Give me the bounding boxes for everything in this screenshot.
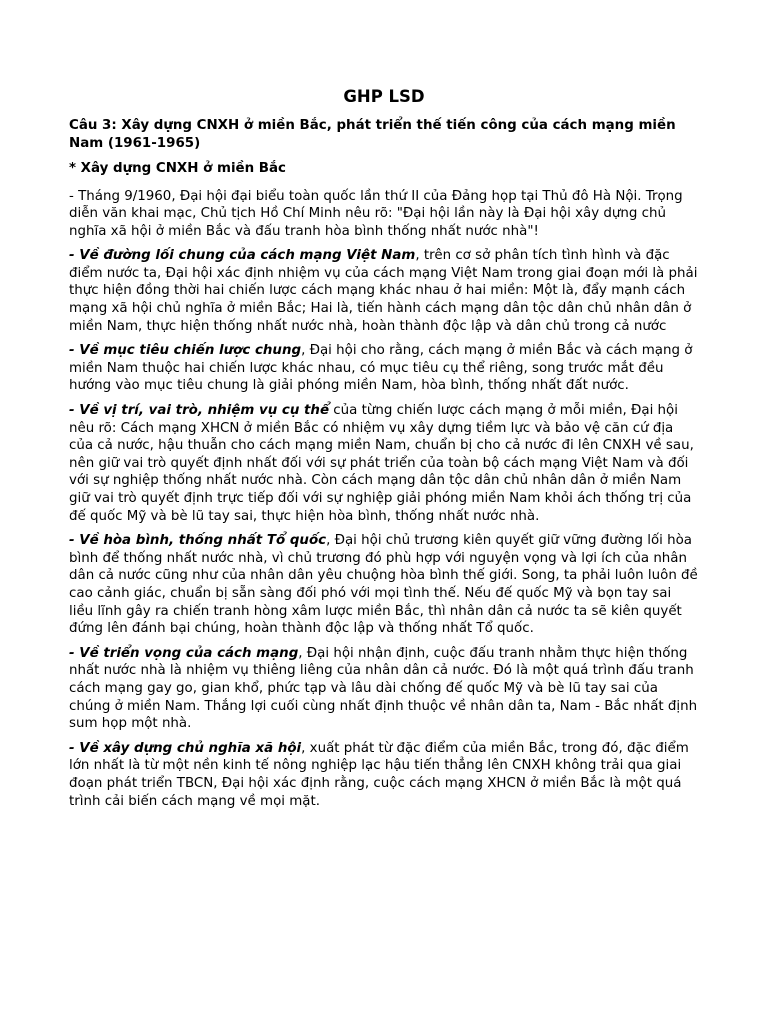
paragraph-text: , Đại hội cho rằng, cách mạng ở miền Bắc và cách mạng ở miền Nam thuộc hai chiến lược khác nhau, có mục tiêu cụ thể riêng, song trước mắt đều hướng vào mục tiêu chung là giải phóng miền Nam, hòa bình, thống nhất đất nước. [69,343,693,394]
paragraph-trien-vong [69,645,699,733]
paragraph-hoa-binh [69,532,699,638]
paragraph-lead: - Về xây dựng chủ nghĩa xã hội [69,740,302,756]
section-subheading: * Xây dựng CNXH ở miền Bắc [69,161,286,176]
paragraph-text: , Đại hội chủ trương kiên quyết giữ vững đường lối hòa bình để thống nhất nước nhà, vì chủ trương đó phù hợp với nguyện vọng và lợi ích của nhân dân cả nước cũng như của nhân dân yêu chuộng hòa bình thế giới. Song, ta phải luôn luôn đề cao cảnh giác, chuẩn bị sẵn sàng đối phó với mọi tình thế. Nếu đế quốc Mỹ và bọn tay sai liều lĩnh gây ra chiến tranh hòng xâm lược miền Bắc, thì nhân dân cả nước ta sẽ kiên quyết đứng lên đánh bại chúng, hoàn thành độc lập và thống nhất Tổ quốc. [69,533,698,637]
paragraph-text: , xuất phát từ đặc điểm của miền Bắc, trong đó, đặc điểm lớn nhất là từ một nền kinh tế nông nghiệp lạc hậu tiến thẳng lên CNXH không trải qua giai đoạn phát triển TBCN, Đại hội xác định rằng, cuộc cách mạng XHCN ở miền Bắc là một quá trình cải biến cách mạng về mọi mặt. [69,740,689,809]
question-heading: Câu 3: Xây dựng CNXH ở miền Bắc, phát triển thế tiến công của cách mạng miền Nam (1961-1965) [69,118,676,151]
paragraph-muc-tieu [69,342,699,395]
document-page [69,86,699,817]
paragraph-lead: - Về triển vọng của cách mạng [69,645,299,661]
paragraph-text: , trên cơ sở phân tích tình hình và đặc điểm nước ta, Đại hội xác định nhiệm vụ của cách mạng Việt Nam trong giai đoạn mới là phải thực hiện đồng thời hai chiến lược cách mạng khác nhau ở hai miền: Một là, đẩy mạnh cách mạng xã hội chủ nghĩa ở miền Bắc; Hai là, tiến hành cách mạng dân tộc dân chủ nhân dân ở miền Nam, thực hiện thống nhất nước nhà, hoàn thành độc lập và dân chủ trong cả nước [69,248,698,334]
paragraph-text: , Đại hội nhận định, cuộc đấu tranh nhằm thực hiện thống nhất nước nhà là nhiệm vụ thiêng liêng của nhân dân cả nước. Đó là một quá trình đấu tranh cách mạng gay go, gian khổ, phức tạp và lâu dài chống đế quốc Mỹ và bè lũ tay sai của chúng ở miền Nam. Thắng lợi cuối cùng nhất định thuộc về nhân dân ta, Nam - Bắc nhất định sum họp một nhà. [69,645,698,732]
paragraph-lead: - Về mục tiêu chiến lược chung [69,343,302,359]
paragraph-lead: - Về hòa bình, thống nhất Tổ quốc [69,533,327,549]
paragraph-lead: - Về vị trí, vai trò, nhiệm vụ cụ thể [69,403,330,419]
paragraph-lead: - Về đường lối chung của cách mạng Việt Nam [69,248,416,264]
paragraph-text: của từng chiến lược cách mạng ở mỗi miền, Đại hội nêu rõ: Cách mạng XHCN ở miền Bắc có nhiệm vụ xây dựng tiềm lực và bảo vệ căn cứ địa của cả nước, hậu thuẫn cho cách mạng miền Nam, chuẩn bị cho cả nước đi lên CNXH về sau, nên giữ vai trò quyết định nhất đối với sự phát triển của toàn bộ cách mạng Việt Nam và đối với sự nghiệp thống nhất nước nhà. Còn cách mạng dân tộc dân chủ nhân dân ở miền Nam giữ vai trò quyết định trực tiếp đối với sự nghiệp giải phóng miền Nam khỏi ách thống trị của đế quốc Mỹ và bè lũ tay sai, thực hiện hòa bình, thống nhất nước nhà. [69,403,694,524]
paragraph-vi-tri [69,402,699,525]
paragraph-xay-dung-cnxh [69,740,699,810]
paragraph-duong-loi [69,247,699,335]
document-title: GHP LSD [343,87,425,106]
intro-paragraph: - Tháng 9/1960, Đại hội đại biểu toàn quốc lần thứ II của Đảng họp tại Thủ đô Hà Nội. Trọng diễn văn khai mạc, Chủ tịch Hồ Chí Minh nêu rõ: "Đại hội lần này là Đại hội xây dựng chủ nghĩa xã hội ở miền Bắc và đấu tranh hòa bình thống nhất nước nhà"! [69,188,683,239]
